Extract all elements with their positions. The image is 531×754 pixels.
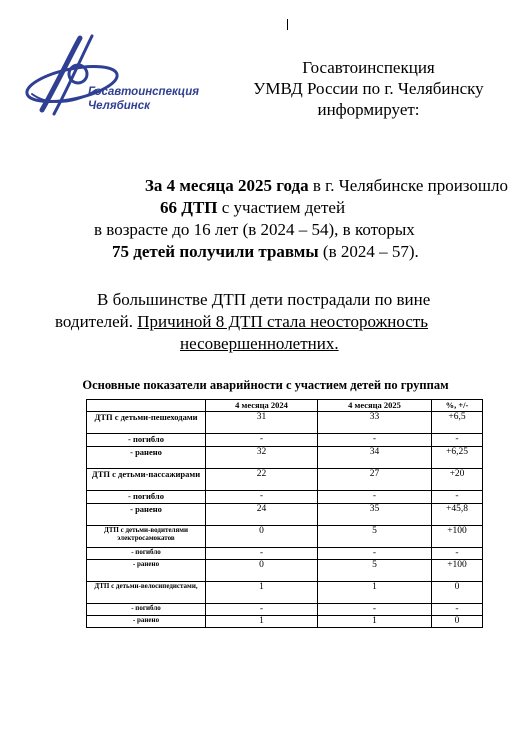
table-row — [87, 604, 483, 616]
cell-2025: 33 — [318, 412, 432, 434]
table-row — [87, 491, 483, 504]
cell-2024: 1 — [206, 616, 318, 628]
cell-percent: 0 — [432, 616, 483, 628]
cell-percent: 0 — [432, 582, 483, 604]
statement-line-2 — [40, 197, 510, 219]
cause-line-1: В большинстве ДТП дети пострадали по вине — [97, 290, 431, 309]
cause-underlined: Причиной 8 ДТП стала неосторожность — [137, 312, 429, 331]
cell-percent: +45,8 — [432, 504, 483, 526]
cell-2024: 1 — [206, 582, 318, 604]
cell-2025: 5 — [318, 560, 432, 582]
cell-2024: 32 — [206, 447, 318, 469]
row-label: - ранено — [87, 616, 206, 628]
statement-line-1 — [40, 175, 510, 197]
cell-percent: +100 — [432, 526, 483, 548]
table-row — [87, 548, 483, 560]
row-label: - погибло — [87, 604, 206, 616]
table-row — [87, 412, 483, 434]
cause-plain: водителей. — [55, 312, 138, 331]
cell-2025: 35 — [318, 504, 432, 526]
logo-text-line2: Челябинск — [88, 100, 150, 112]
cell-2024: - — [206, 548, 318, 560]
header-cell-empty — [87, 400, 206, 412]
table-row — [87, 582, 483, 604]
header-cell-2025: 4 месяца 2025 — [318, 400, 432, 412]
cell-percent: +100 — [432, 560, 483, 582]
cell-2024: - — [206, 434, 318, 447]
accidents-count: 66 ДТП — [160, 198, 218, 217]
row-label: - ранено — [87, 504, 206, 526]
cell-2025: - — [318, 548, 432, 560]
cell-2024: - — [206, 491, 318, 504]
row-label: - погибло — [87, 491, 206, 504]
cell-2025: 1 — [318, 616, 432, 628]
table-row — [87, 616, 483, 628]
cell-2025: 1 — [318, 582, 432, 604]
cell-2024: - — [206, 604, 318, 616]
cause-statement — [55, 289, 495, 355]
cell-2024: 24 — [206, 504, 318, 526]
main-statement — [40, 175, 510, 263]
cell-2024: 0 — [206, 526, 318, 548]
cell-percent: - — [432, 548, 483, 560]
cause-line-3: несовершеннолетних. — [180, 334, 339, 353]
cell-percent: - — [432, 434, 483, 447]
table-header-row — [87, 400, 483, 412]
statistics-table — [86, 399, 483, 628]
row-label: - ранено — [87, 447, 206, 469]
row-label: ДТП с детьми-велосипедистами, — [87, 582, 206, 604]
cell-percent: +20 — [432, 469, 483, 491]
city-text: в г. Челябинске произошло — [308, 176, 508, 195]
table-row — [87, 447, 483, 469]
row-label: - ранено — [87, 560, 206, 582]
cell-2025: - — [318, 491, 432, 504]
cell-2025: 27 — [318, 469, 432, 491]
statement-line-4 — [40, 241, 510, 263]
table-title: Основные показатели аварийности с участием детей по группам — [82, 378, 449, 392]
table-row — [87, 504, 483, 526]
header-cell-percent: %, +/- — [432, 400, 483, 412]
header-cell-2024: 4 месяца 2024 — [206, 400, 318, 412]
row-label: - погибло — [87, 548, 206, 560]
row-label: ДТП с детьми-водителями электросамокатов — [87, 526, 206, 548]
table-row — [87, 434, 483, 447]
cell-2025: 5 — [318, 526, 432, 548]
row-label: ДТП с детьми-пассажирами — [87, 469, 206, 491]
text-cursor — [287, 19, 288, 30]
table-row — [87, 526, 483, 548]
table-row — [87, 560, 483, 582]
row-label: ДТП с детьми-пешеходами — [87, 412, 206, 434]
cell-2024: 31 — [206, 412, 318, 434]
cell-percent: +6,25 — [432, 447, 483, 469]
row-label: - погибло — [87, 434, 206, 447]
cell-percent: - — [432, 491, 483, 504]
gibdd-logo — [22, 34, 217, 122]
injured-count: 75 детей получили травмы — [112, 242, 319, 261]
cell-2025: - — [318, 434, 432, 447]
org-line-1: Госавтоинспекция — [302, 58, 435, 77]
cause-line-2 — [55, 311, 495, 333]
cell-2025: - — [318, 604, 432, 616]
cell-2025: 34 — [318, 447, 432, 469]
logo-text-line1: Госавтоинспекция — [88, 86, 200, 98]
cell-2024: 22 — [206, 469, 318, 491]
accidents-text: с участием детей — [217, 198, 346, 217]
cell-2024: 0 — [206, 560, 318, 582]
org-line-2: УМВД России по г. Челябинску — [253, 79, 484, 98]
statement-line-3: в возрасте до 16 лет (в 2024 – 54), в которых — [94, 220, 415, 239]
cell-percent: - — [432, 604, 483, 616]
organization-header — [226, 57, 511, 120]
org-line-3: информирует: — [317, 100, 420, 119]
table-row — [87, 469, 483, 491]
cell-percent: +6,5 — [432, 412, 483, 434]
period-bold: За 4 месяца 2025 года — [144, 176, 309, 195]
injured-text: (в 2024 – 57). — [318, 242, 419, 261]
